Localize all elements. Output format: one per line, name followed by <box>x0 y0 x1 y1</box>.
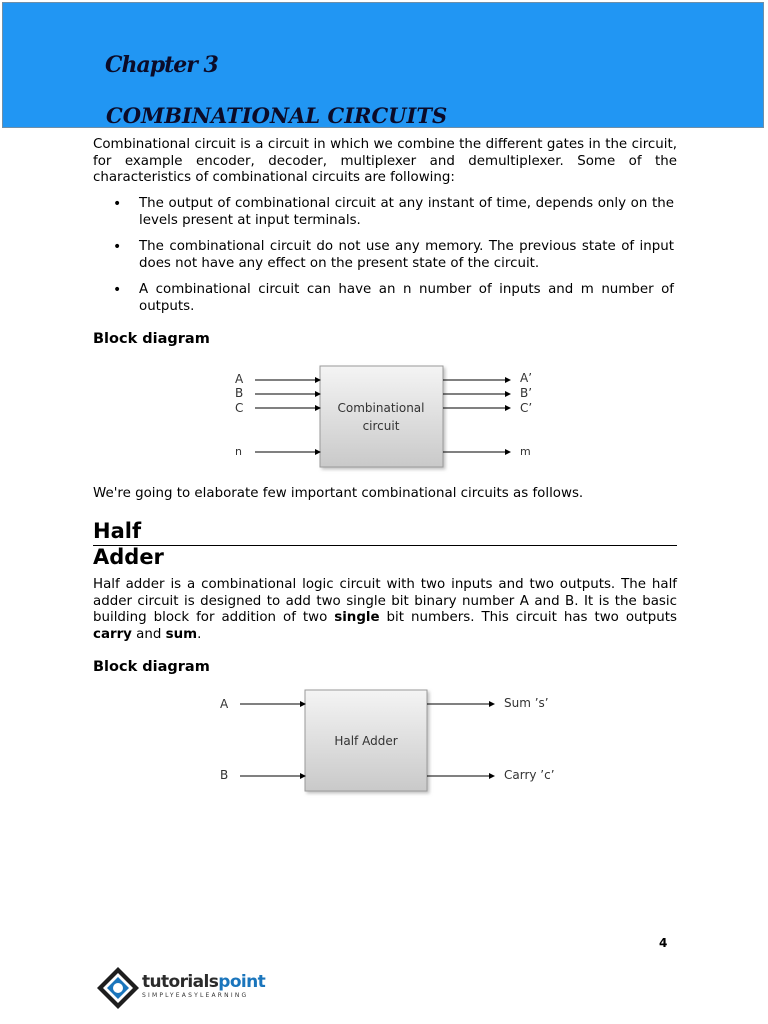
output-label-sum: Sum ’s’ <box>504 696 549 710</box>
logo-word-tutorials: tutorials <box>142 972 219 992</box>
logo-wordmark <box>142 972 265 992</box>
chapter-number: Chapter 3 <box>105 52 218 78</box>
section-divider <box>93 545 677 546</box>
input-label-c: C <box>235 401 244 415</box>
logo-word-point: point <box>218 972 266 992</box>
bullet-icon: • <box>113 239 122 255</box>
desc-bold-carry: carry <box>93 626 132 642</box>
chapter-title: COMBINATIONAL CIRCUITS <box>106 103 448 128</box>
intro-paragraph: Combinational circuit is a circuit in which we combine the different gates in the circuit, for example encoder, decoder, multiplexer and demultiplexer. Some of the characteristics of combinational circuits are following: <box>93 137 677 185</box>
output-label-m: m <box>520 445 531 458</box>
desc-bold-sum: sum <box>165 626 198 642</box>
box-label-line1: Combinational <box>337 401 425 415</box>
box-label-line2: circuit <box>362 419 400 433</box>
desc-text: . <box>197 626 202 642</box>
half-adder-description <box>93 577 677 643</box>
desc-text: bit numbers. This circuit has two outputs <box>379 610 677 625</box>
list-item-text: A combinational circuit can have an n number of inputs and m number of outputs. <box>139 282 674 314</box>
input-label-b: B <box>235 386 244 400</box>
input-label-b: B <box>220 768 229 782</box>
half-adder-title-line1: Half <box>93 519 142 543</box>
page-number: 4 <box>659 936 668 950</box>
output-label-carry: Carry ’c’ <box>504 768 555 782</box>
bullet-icon: • <box>113 196 122 212</box>
elaborate-paragraph: We're going to elaborate few important combinational circuits as follows. <box>93 486 584 501</box>
desc-bold-single: single <box>334 610 380 625</box>
bullet-icon: • <box>113 282 122 298</box>
half-adder-title-line2: Adder <box>93 545 164 569</box>
half-adder-diagram <box>220 690 555 791</box>
output-label-c: C’ <box>520 401 533 415</box>
block-diagram-heading-1: Block diagram <box>93 331 210 347</box>
input-label-n: n <box>235 445 242 458</box>
output-label-a: A’ <box>520 371 533 385</box>
combinational-circuit-box <box>320 366 443 467</box>
block-diagram-heading-2: Block diagram <box>93 659 210 675</box>
list-item-text: The combinational circuit do not use any memory. The previous state of input does not have any effect on the present state of the circuit. <box>139 239 674 271</box>
logo-tagline: SIMPLYEASYLEARNING <box>142 992 249 999</box>
list-item-text: The output of combinational circuit at any instant of time, depends only on the levels present at input terminals. <box>139 196 674 228</box>
combinational-circuit-diagram <box>235 366 532 467</box>
input-label-a: A <box>220 697 229 711</box>
input-label-a: A <box>235 372 244 386</box>
half-adder-box-label: Half Adder <box>334 734 398 748</box>
output-label-b: B’ <box>520 386 533 400</box>
desc-text: Half adder is a combinational logic circuit with two inputs and two outputs. The half adder circuit is designed to add two single bit binary number A and B. It is the basic building block for addition of two <box>93 577 677 625</box>
desc-text: and <box>131 626 166 642</box>
